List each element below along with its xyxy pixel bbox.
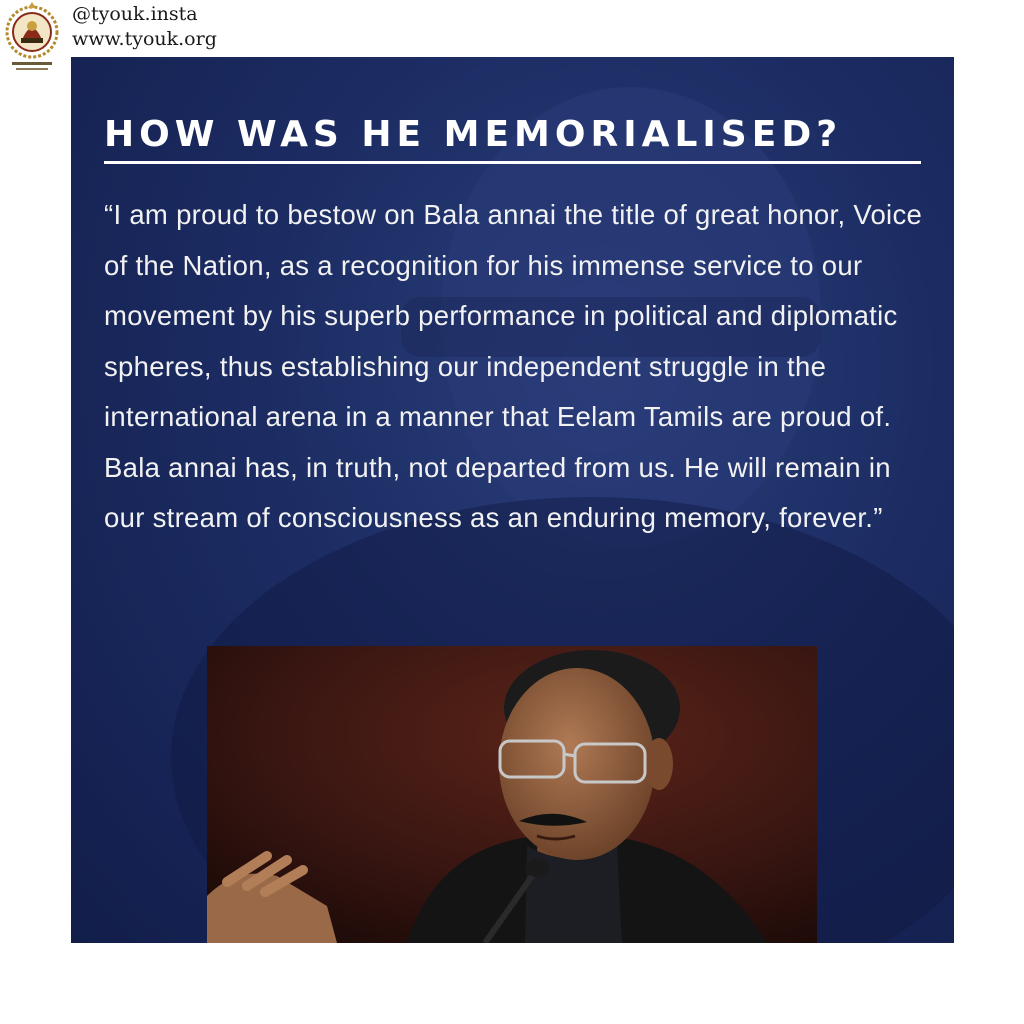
title-underline — [104, 161, 921, 164]
quote-panel — [71, 57, 954, 943]
tyouk-logo — [4, 2, 62, 78]
memorial-quote: “I am proud to bestow on Bala annai the title of great honor, Voice of the Nation, as a recognition for his immense service to our movement by his superb performance in political and diplomatic spheres, thus establishing our independent struggle in the international arena in a manner that Eelam Tamils are proud of. Bala annai has, in truth, not departed from us. He will remain in our stream of consciousness as an enduring memory, forever.” — [104, 199, 923, 533]
instagram-handle[interactable]: @tyouk.insta — [72, 3, 198, 25]
slide-title: HOW WAS HE MEMORIALISED? — [104, 114, 843, 155]
social-handles — [72, 2, 217, 52]
speaker-photo — [207, 646, 817, 943]
website-link[interactable]: www.tyouk.org — [72, 28, 217, 50]
